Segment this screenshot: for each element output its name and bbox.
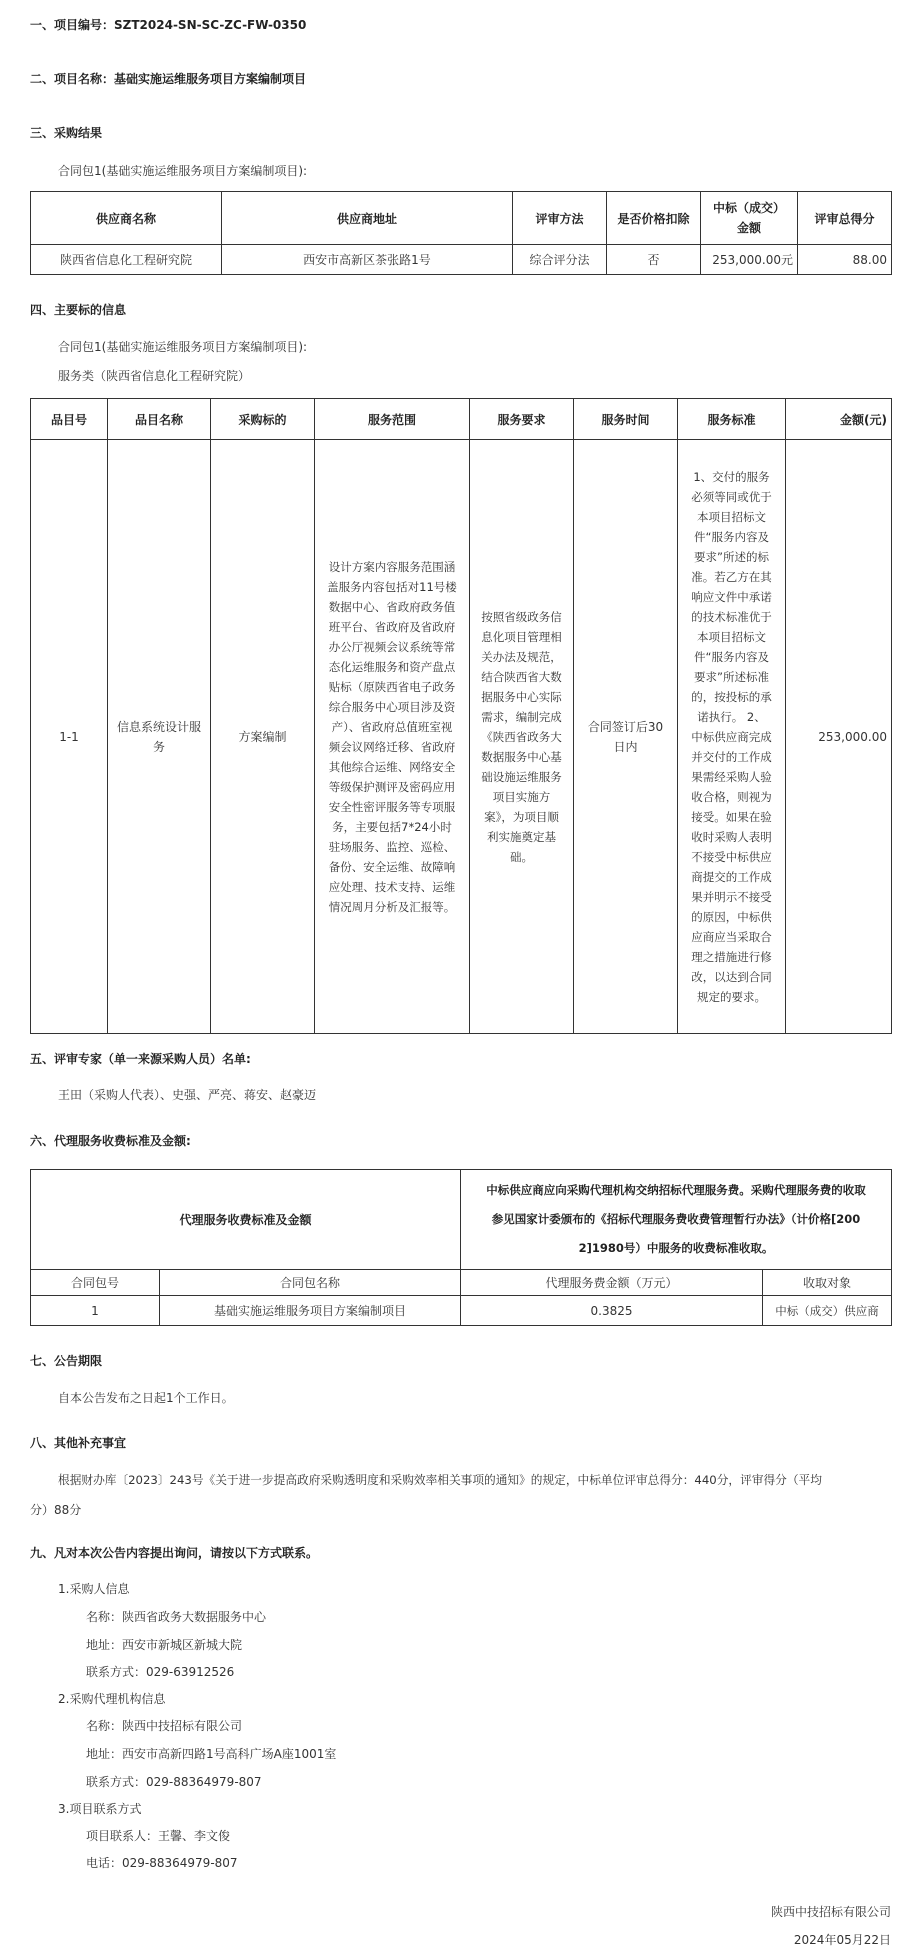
section-procurement-result: 三、采购结果 [30,126,103,140]
result-table [30,191,892,275]
fee-header-package-name: 合同包名称 [160,1270,461,1296]
result-header-price-deduct: 是否价格扣除 [607,192,701,245]
agency-fee-table [30,1169,892,1326]
fee-target: 中标（成交）供应商 [763,1296,892,1326]
fee-standard-desc: 中标供应商应向采购代理机构交纳招标代理服务费。采购代理服务费的收取 参见国家计委颁布的《招标代理服务费收费管理暂行办法》（计价格[200 2]1980号）中服务的收费标准收取。 [461,1170,892,1270]
buyer-address: 地址：西安市新城区新城大院 [86,1638,243,1652]
subject-amount: 253,000.00 [786,440,892,1034]
subject-header-time: 服务时间 [574,399,678,440]
result-header-address: 供应商地址 [222,192,513,245]
agency-phone: 联系方式：029-88364979-807 [86,1775,262,1789]
agency-address: 地址：西安市高新四路1号高科广场A座1001室 [86,1747,337,1761]
notice-period-text: 自本公告发布之日起1个工作日。 [58,1391,234,1405]
subject-name: 信息系统设计服 务 [108,440,211,1034]
section-contact: 九、凡对本次公告内容提出询问，请按以下方式联系。 [30,1546,319,1560]
buyer-info-title: 1.采购人信息 [58,1582,130,1596]
subject-scope: 设计方案内容服务范围涵 盖服务内容包括对11号楼 数据中心、省政府政务值 班平台、省政府及省政府 办公厅视频会议系统等常 态化运维服务和资产盘点 贴标（原陕西省电子政务 综合服务中心项目涉及资 产）、省政府总值班室视 频会议网络迁移、省政府 其他综合运维、网络安全 等级保护测评及密码应用 安全性密评服务等专项服 务，主要包括7*24小时 驻场服务、监控、巡检、 备份、安全运维、故障响 应处理、技术支持、运维 情况周月分析及汇报等。 [315,440,470,1034]
result-supplier: 陕西省信息化工程研究院 [31,245,222,275]
project-contact-title: 3.项目联系方式 [58,1802,142,1816]
fee-standard-label: 代理服务收费标准及金额 [31,1170,461,1270]
subject-header-standard: 服务标准 [678,399,786,440]
project-contact-phone: 电话：029-88364979-807 [86,1856,238,1870]
result-amount: 253,000.00元 [701,245,798,275]
result-header-method: 评审方法 [513,192,607,245]
fee-package-name: 基础实施运维服务项目方案编制项目 [160,1296,461,1326]
result-package-label: 合同包1(基础实施运维服务项目方案编制项目): [58,164,308,178]
subject-header-no: 品目号 [31,399,108,440]
subject-header-name: 品目名称 [108,399,211,440]
project-name-value: 基础实施运维服务项目方案编制项目 [114,72,307,86]
subject-target: 方案编制 [211,440,315,1034]
result-score: 88.00 [798,245,892,275]
subject-standard: 1、交付的服务 必须等同或优于 本项目招标文 件“服务内容及 要求”所述的标 准。若乙方在其 响应文件中承诺 的技术标准优于 本项目招标文 件“服务内容及 要求”所述标准 的，按投标的承 诺执行。 2、 中标供应商完成 并交付的工作成 果需经采购人验 收合格，则视为 接受。如果在验 收时采购人表明 不接受中标供应 商提交的工作成 果并明示不接受 的原因，中标供 应商应当采取合 理之措施进行修 改，以达到合同 规定的要求。 [678,440,786,1034]
subject-table [30,398,892,1034]
project-number [30,16,306,33]
project-number-value: SZT2024-SN-SC-ZC-FW-0350 [114,18,307,32]
other-matters-line1: 根据财办库〔2023〕243号《关于进一步提高政府采购透明度和采购效率相关事项的通知》的规定，中标单位评审总得分：440分，评审得分（平均 [58,1473,822,1487]
subject-header-scope: 服务范围 [315,399,470,440]
result-header-amount: 中标（成交） 金额 [701,192,798,245]
subject-requirement: 按照省级政务信 息化项目管理相 关办法及规范， 结合陕西省大数 据服务中心实际 需求，编制完成 《陕西省政务大 数据服务中心基 础设施运维服务 项目实施方 案》，为项目顺 利实施奠定基 础。 [470,440,574,1034]
subject-package-label: 合同包1(基础实施运维服务项目方案编制项目): [58,340,308,354]
table-row [31,440,892,1034]
subject-header-target: 采购标的 [211,399,315,440]
project-name-label: 二、项目名称： [30,72,115,86]
fee-package-no: 1 [31,1296,160,1326]
agency-info-title: 2.采购代理机构信息 [58,1692,166,1706]
fee-header-amount: 代理服务费金额（万元） [461,1270,763,1296]
subject-no: 1-1 [31,440,108,1034]
subject-header-amount: 金额(元) [786,399,892,440]
result-header-score: 评审总得分 [798,192,892,245]
footer-company: 陕西中技招标有限公司 [770,1905,891,1919]
subject-table-header [31,399,892,440]
fee-amount: 0.3825 [461,1296,763,1326]
buyer-name: 名称：陕西省政务大数据服务中心 [86,1610,267,1624]
result-address: 西安市高新区茶张路1号 [222,245,513,275]
section-agency-fee: 六、代理服务收费标准及金额: [30,1134,191,1148]
table-row [31,1296,892,1326]
table-row [31,245,892,275]
subject-header-requirement: 服务要求 [470,399,574,440]
section-other-matters: 八、其他补充事宜 [30,1436,127,1450]
agency-name: 名称：陕西中技招标有限公司 [86,1719,243,1733]
subject-time: 合同签订后30 日内 [574,440,678,1034]
result-price-deduct: 否 [607,245,701,275]
section-notice-period: 七、公告期限 [30,1354,103,1368]
section-experts: 五、评审专家（单一来源采购人员）名单: [30,1052,251,1066]
fee-header-target: 收取对象 [763,1270,892,1296]
project-number-label: 一、项目编号： [30,18,115,32]
expert-names: 王田（采购人代表）、史强、严亮、蒋安、赵豪迈 [58,1088,317,1102]
subject-category: 服务类（陕西省信息化工程研究院） [58,369,251,383]
agency-fee-header [31,1270,892,1296]
project-name [30,70,306,87]
buyer-phone: 联系方式：029-63912526 [86,1665,235,1679]
result-header-supplier: 供应商名称 [31,192,222,245]
result-method: 综合评分法 [513,245,607,275]
project-contact-person: 项目联系人：王馨、李文俊 [86,1829,231,1843]
footer-date: 2024年05月22日 [793,1933,891,1947]
section-main-subject: 四、主要标的信息 [30,303,127,317]
table-row [31,1170,892,1270]
other-matters-line2: 分）88分 [30,1503,82,1517]
fee-header-package-no: 合同包号 [31,1270,160,1296]
result-table-header [31,192,892,245]
